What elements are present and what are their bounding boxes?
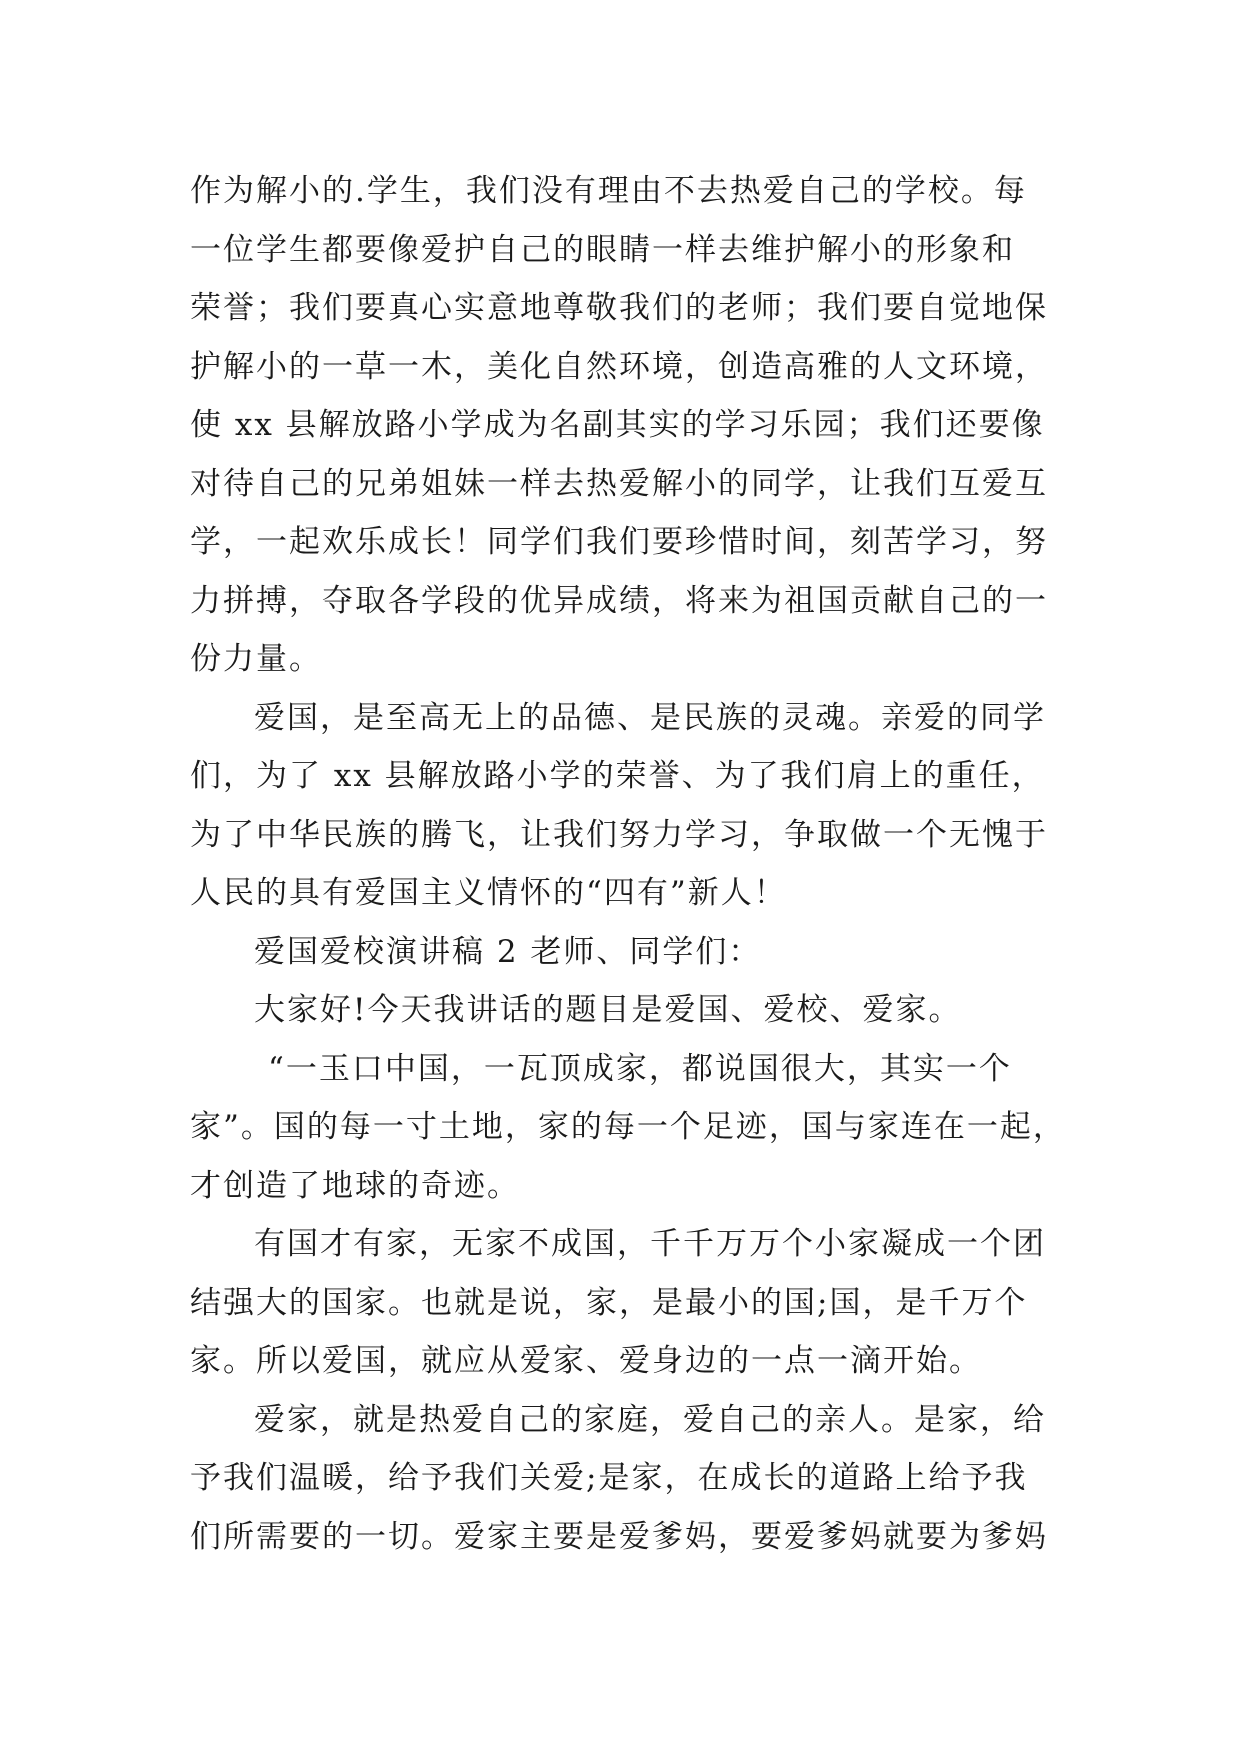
paragraph-start-line: 大家好!今天我讲话的题目是爱国、爱校、爱家。 [254,992,962,1028]
paragraph-start-line: 有国才有家，无家不成国，千千万万个小家凝成一个团 [254,1226,1046,1262]
text-line: 荣誉；我们要真心实意地尊敬我们的老师；我们要自觉地保 [190,290,1048,326]
text-line: 一位学生都要像爱护自己的眼睛一样去维护解小的形象和 [190,231,1015,268]
text-line: 作为解小的.学生，我们没有理由不去热爱自己的学校。每 [190,173,1027,209]
text-line: 力拼搏，夺取各学段的优异成绩，将来为祖国贡献自己的一 [190,582,1048,619]
document-body [190,162,1070,1566]
text-line: 们，为了 xx 县解放路小学的荣誉、为了我们肩上的重任， [190,758,1045,794]
paragraph-start-line: 爱家，就是热爱自己的家庭，爱自己的亲人。是家，给 [254,1401,1046,1438]
text-line: 护解小的一草一木，美化自然环境，创造高雅的人文环境， [190,348,1048,385]
text-line: 使 xx 县解放路小学成为名副其实的学习乐园；我们还要像 [190,407,1045,443]
paragraph-start-line: “一玉口中国，一瓦顶成家，都说国很大，其实一个 [268,1050,1012,1087]
text-line: 对待自己的兄弟姐妹一样去热爱解小的同学，让我们互爱互 [190,465,1048,502]
speech-title-line: 爱国爱校演讲稿 2 老师、同学们： [254,933,762,970]
text-line: 家。所以爱国，就应从爱家、爱身边的一点一滴开始。 [190,1343,982,1379]
text-line: 家”。国的每一寸土地，家的每一个足迹，国与家连在一起， [190,1109,1066,1145]
text-line: 们所需要的一切。爱家主要是爱爹妈，要爱爹妈就要为爹妈 [190,1518,1048,1555]
text-line: 为了中华民族的腾飞，让我们努力学习，争取做一个无愧于 [190,816,1048,853]
text-line: 学，一起欢乐成长！同学们我们要珍惜时间，刻苦学习，努 [190,524,1048,560]
paragraph-start-line: 爱国，是至高无上的品德、是民族的灵魂。亲爱的同学 [254,699,1046,736]
text-line: 结强大的国家。也就是说，家，是最小的国;国，是千万个 [190,1284,1028,1321]
text-line: 人民的具有爱国主义情怀的“四有”新人！ [190,875,787,911]
text-line: 才创造了地球的奇迹。 [190,1167,520,1204]
text-line: 份力量。 [190,641,322,677]
text-line: 予我们温暖，给予我们关爱;是家，在成长的道路上给予我 [190,1460,1028,1496]
